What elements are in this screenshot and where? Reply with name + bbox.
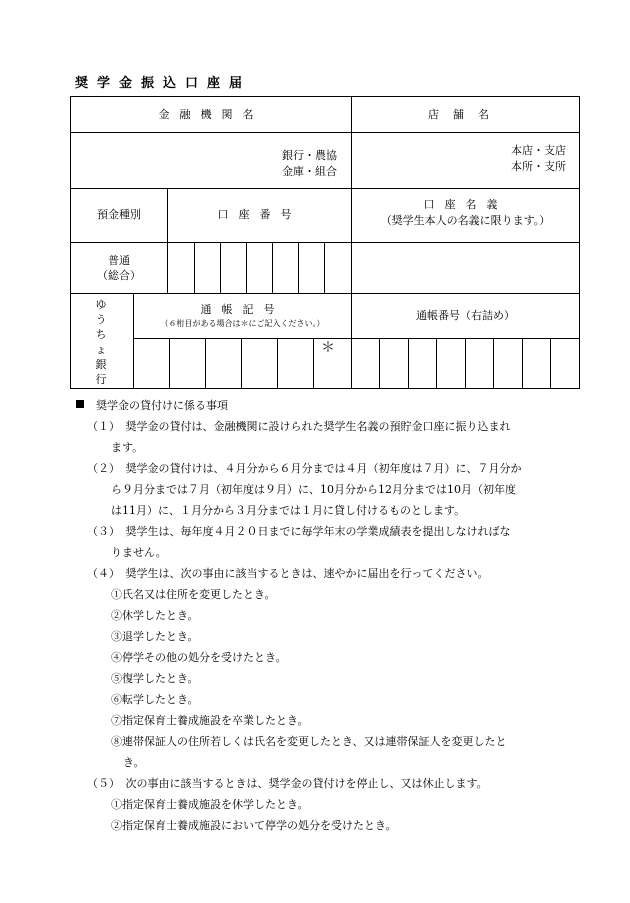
note-line: ②指定保育士養成施設において停学の処分を受けたとき。 <box>111 819 397 832</box>
account-name-note: （奨学生本人の名義に限ります。） <box>380 214 551 227</box>
branch-types-line2: 本所・支所 <box>511 160 566 173</box>
row-line <box>71 188 579 189</box>
account-name-field[interactable] <box>353 244 578 291</box>
passbook-symbol-note: （６桁目がある場合は＊にご記入ください。） <box>160 319 325 328</box>
square-bullet-icon <box>76 400 84 408</box>
note-line: ⑦指定保育士養成施設を卒業したとき。 <box>111 714 309 727</box>
financial-institution-label: 金融機関名 <box>158 108 264 121</box>
deposit-type-value-line1: 普通 <box>108 254 130 267</box>
row-line <box>71 132 579 133</box>
bank-types-line2: 金庫・組合 <box>282 165 337 178</box>
sixth-digit-asterisk: ＊ <box>321 340 335 356</box>
col-line <box>167 188 168 293</box>
note-line: （５） 次の事由に該当するときは、奨学金の貸付けを停止し、又は休止します。 <box>87 777 488 790</box>
yucho-bank-label: ゆうちょ銀行 <box>95 298 107 386</box>
deposit-type-label: 預金種別 <box>97 208 141 221</box>
note-line: ⑥転学したとき。 <box>111 693 199 706</box>
row-line <box>71 242 579 243</box>
note-line: ①氏名又は住所を変更したとき。 <box>111 588 276 601</box>
note-line: ①指定保育士養成施設を休学したとき。 <box>111 798 309 811</box>
account-number-label: 口座番号 <box>217 208 302 221</box>
notes-heading: 奨学金の貸付けに係る事項 <box>76 395 228 416</box>
note-line: ます。 <box>111 441 144 454</box>
note-line: （４） 奨学生は、次の事由に該当するときは、速やかに届出を行ってください。 <box>87 567 489 580</box>
account-name-label: 口座名義 <box>423 198 508 211</box>
note-line: （３） 奨学生は、毎年度４月２０日までに毎学年末の学業成績表を提出しなければな <box>87 525 511 538</box>
branch-label: 店舗名 <box>428 108 503 121</box>
note-line: ③退学したとき。 <box>111 630 199 643</box>
row-line <box>133 338 579 339</box>
note-line: ⑤復学したとき。 <box>111 672 199 685</box>
deposit-type-value-line2: （総合） <box>97 269 141 282</box>
note-line: （２） 奨学金の貸付けは、４月分から６月分までは４月（初年度は７月）に、７月分か <box>87 462 522 475</box>
note-line: ⑧連帯保証人の住所若しくは氏名を変更したとき、又は連帯保証人を変更したと <box>111 735 507 748</box>
branch-name-field[interactable] <box>355 135 485 185</box>
account-form <box>70 96 580 389</box>
account-number-field[interactable] <box>169 244 350 291</box>
bank-types-line1: 銀行・農協 <box>282 149 337 162</box>
row-line <box>71 293 579 294</box>
note-line: ②休学したとき。 <box>111 609 199 622</box>
branch-types-line1: 本店・支店 <box>511 144 566 157</box>
passbook-number-label: 通帳番号（右詰め） <box>416 309 515 322</box>
bank-name-field[interactable] <box>75 135 275 185</box>
note-line: き。 <box>123 756 145 769</box>
col-line <box>351 97 352 293</box>
passbook-number-field[interactable] <box>353 340 578 387</box>
note-line: りません。 <box>111 546 167 559</box>
note-line: ④停学その他の処分を受けたとき。 <box>111 651 287 664</box>
document-title: 奨学金振込口座届 <box>75 76 252 91</box>
note-line: （１） 奨学金の貸付は、金融機関に設けられた奨学生名義の預貯金口座に振り込まれ <box>87 420 511 433</box>
passbook-symbol-field[interactable] <box>135 340 350 387</box>
note-line: ら９月分までは７月（初年度は９月）に、10月分から12月分までは10月（初年度 <box>111 483 516 496</box>
col-line <box>351 293 352 389</box>
passbook-symbol-label: 通帳記号 <box>200 303 285 316</box>
note-line: は11月）に、１月分から３月分までは１月に貸し付けるものとします。 <box>111 504 466 517</box>
